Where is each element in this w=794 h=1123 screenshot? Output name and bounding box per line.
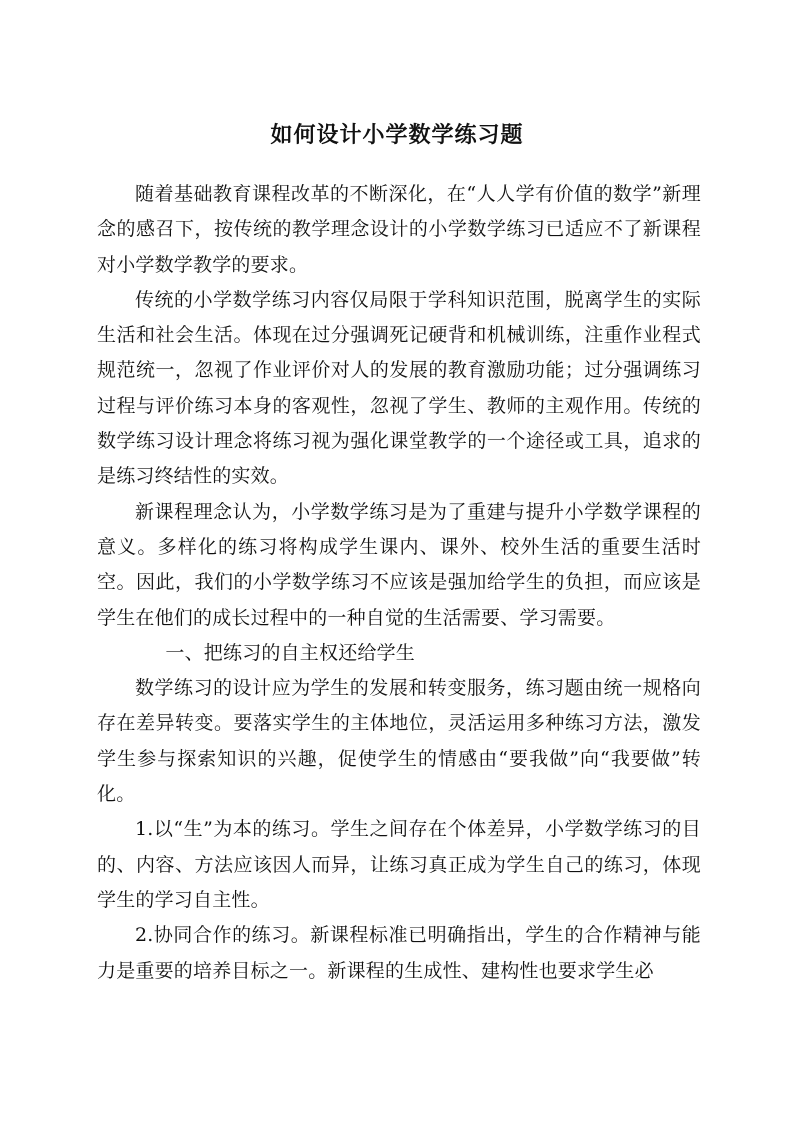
paragraph-intro: 随着基础教育课程改革的不断深化，在“人人学有价值的数学”新理念的感召下，按传统的教学理念设计的小学数学练习已适应不了新课程对小学数学教学的要求。 xyxy=(97,183,701,276)
paragraph-item-2: 2.协同合作的练习。新课程标准已明确指出，学生的合作精神与能力是重要的培养目标之一。新课程的生成性、建构性也要求学生必 xyxy=(97,924,701,982)
document-body xyxy=(97,177,701,989)
paragraph-item-1: 1.以“生”为本的练习。学生之间存在个体差异，小学数学练习的目的、内容、方法应该因人而异，让练习真正成为学生自己的练习，体现学生的学习自主性。 xyxy=(97,818,701,911)
paragraph-section-intro: 数学练习的设计应为学生的发展和转变服务，练习题由统一规格向存在差异转变。要落实学生的主体地位，灵活运用多种练习方法，激发学生参与探索知识的兴趣，促使学生的情感由“要我做”向“我要做”转化。 xyxy=(97,677,701,806)
section-heading: 一、把练习的自主权还给学生 xyxy=(165,641,415,664)
paragraph-traditional-practice: 传统的小学数学练习内容仅局限于学科知识范围，脱离学生的实际生活和社会生活。体现在过分强调死记硬背和机械训练，注重作业程式规范统一，忽视了作业评价对人的发展的教育激励功能；过分强调练习过程与评价练习本身的客观性，忽视了学生、教师的主观作用。传统的数学练习设计理念将练习视为强化课堂教学的一个途径或工具，追求的是练习终结性的实效。 xyxy=(97,288,701,488)
paragraph-new-curriculum: 新课程理念认为，小学数学练习是为了重建与提升小学数学课程的意义。多样化的练习将构成学生课内、课外、校外生活的重要生活时空。因此，我们的小学数学练习不应该是强加给学生的负担，而应该是学生在他们的成长过程中的一种自觉的生活需要、学习需要。 xyxy=(97,500,701,629)
document-title: 如何设计小学数学练习题 xyxy=(270,122,524,148)
